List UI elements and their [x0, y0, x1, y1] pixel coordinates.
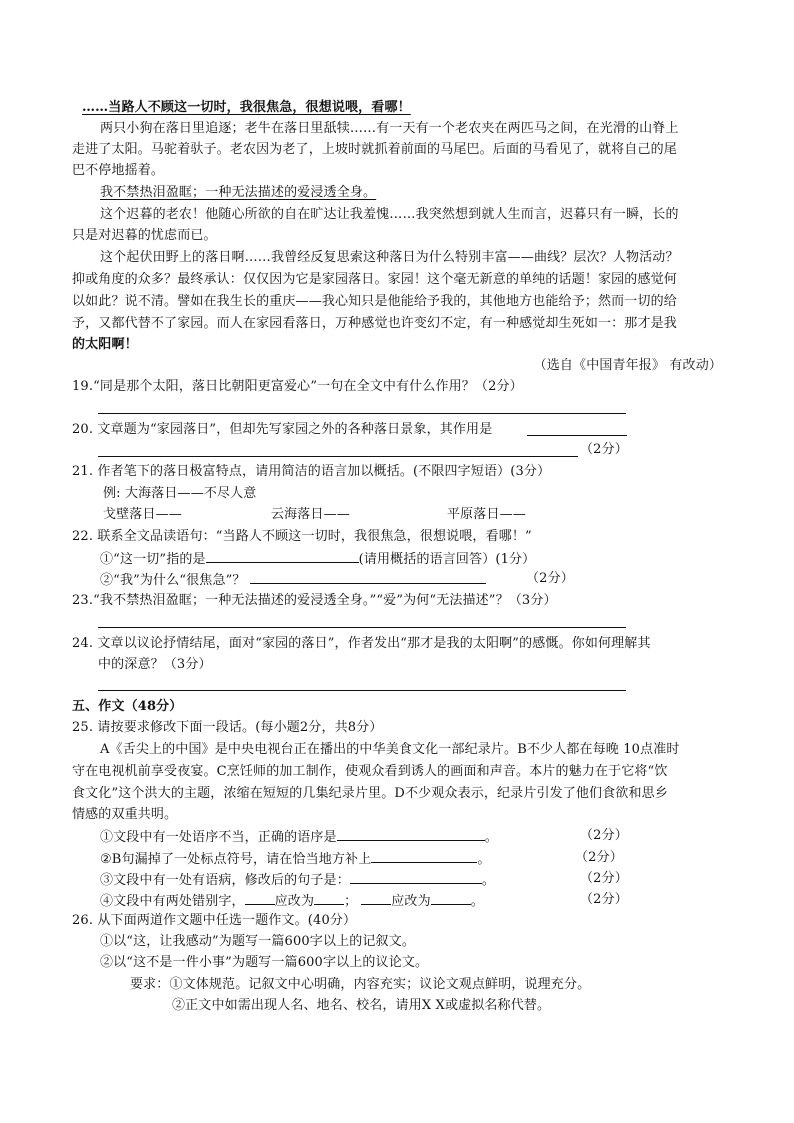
sub-question-1 — [100, 826, 498, 848]
question-25: 25. 请按要求修改下面一段话。(每小题2分，共8分） — [72, 720, 383, 735]
question-22-1-text: ①“这一切”指的是 — [100, 552, 206, 567]
question-24: 24. 文章以议论抒情结尾，面对“家园的落日”，作者发出“那才是我的太阳啊”的感慨。你如何理解其 — [72, 636, 651, 651]
passage-paragraph: 走进了太阳。马驼着驮子。老农因为老了，上坡时就抓着前面的马尾巴。后面的马看见了，就将自己的尾 — [72, 142, 677, 157]
sub-question-2-score: （2分） — [575, 850, 623, 865]
question-22-1-tail: (请用概括的语言回答）(1分） — [358, 552, 536, 567]
sub-question-4-text: 应改为 — [274, 894, 315, 909]
question-21: 21. 作者笔下的落日极富特点，请用简洁的语言加以概括。(不限四字短语）(3分） — [72, 464, 551, 479]
answer-blank[interactable] — [250, 569, 486, 584]
answer-blank[interactable] — [206, 548, 359, 563]
answer-blank[interactable] — [361, 890, 391, 905]
passage-paragraph: 巴不停地摇着。 — [72, 163, 165, 178]
question-19: 19.“同是那个太阳，落日比朝阳更富爱心”一句在全文中有什么作用？（2分） — [72, 379, 523, 394]
answer-line[interactable] — [98, 690, 626, 691]
period: 。 — [484, 830, 498, 845]
passage-quote-line: ……当路人不顾这一切时，我很焦急，很想说喂，看哪！ — [82, 100, 411, 115]
sub-question-4 — [100, 890, 484, 912]
essay-requirement-2: ②正文中如需出现人名、地名、校名，请用X X或虚拟名称代替。 — [172, 998, 551, 1013]
passage-paragraph: 抑或角度的众多？最终承认：仅仅因为它是家园落日。家园！这个毫无新意的单纯的话题！家园的感觉何 — [72, 272, 677, 287]
source-note: （选自《中国青年报》 有改动） — [533, 358, 722, 373]
period: 。 — [477, 852, 491, 867]
period: 。 — [481, 873, 496, 888]
sub-question-2 — [100, 848, 491, 870]
passage-paragraph: 以如此？说不清。譬如在我生长的重庆——我心知只是他能给予我的，其他地方也能给予；然而一切的给 — [72, 294, 677, 309]
answer-line[interactable] — [527, 435, 627, 436]
question-22-1 — [100, 548, 535, 570]
sub-question-4-score: （2分） — [580, 892, 628, 907]
answer-line[interactable] — [98, 456, 578, 457]
period: 。 — [470, 894, 484, 909]
question-22-2-text: ②“我”为什么“很焦急”？ — [100, 573, 246, 588]
question-20: 20. 文章题为“家园落日”，但却先写家园之外的各种落日景象，其作用是 — [72, 422, 493, 437]
sub-question-4-text: ； — [344, 894, 358, 909]
question-20-score: （2分） — [580, 442, 628, 457]
question-25-paragraph: A《舌尖上的中国》是中央电视台正在播出的中华美食文化一部纪录片。B不少人都在每晚 10点准时 — [100, 742, 680, 757]
question-22: 22. 联系全文品读语句：“当路人不顾这一切时，我很焦急，很想说喂，看哪！” — [72, 529, 532, 544]
passage-paragraph: 只是对迟暮的忧虑而已。 — [72, 228, 217, 243]
answer-blank[interactable] — [314, 890, 344, 905]
section-title: 五、作文（48分） — [72, 699, 183, 714]
essay-requirement-1: 要求：①文体规范。记叙文中心明确，内容充实；议论文观点鲜明，说理充分。 — [130, 977, 591, 992]
essay-topic-2: ②以“这不是一件小事”为题写一篇600字以上的议论文。 — [100, 955, 429, 970]
sub-question-3-score: （2分） — [580, 871, 628, 886]
sub-question-3-text: ③文段中有一处有语病，修改后的句子是： — [100, 873, 350, 888]
passage-paragraph: 的太阳啊！ — [72, 337, 138, 352]
essay-topic-1: ①以“这，让我感动”为题写一篇600字以上的记叙文。 — [100, 934, 416, 949]
question-21-example: 例: 大海落日——不尽人意 — [103, 486, 257, 501]
sub-question-1-score: （2分） — [580, 828, 628, 843]
passage-paragraph: 这个迟暮的老农！他随心所欲的自在旷达让我羞愧……我突然想到就人生而言，迟暮只有一瞬，长的 — [100, 207, 679, 222]
sub-question-4-text: 应改为 — [391, 894, 431, 909]
question-22-2 — [100, 569, 486, 591]
passage-underlined-sentence: 我不禁热泪盈眶；一种无法描述的爱浸透全身。 — [100, 185, 377, 200]
passage-paragraph: 两只小狗在落日里追逐；老牛在落日里舐犊……有一天有一个老农夹在两匹马之间，在光滑的山脊上 — [100, 121, 679, 136]
passage-paragraph: 予，又都代替不了家园。而人在家园看落日，万种感觉也许变幻不定，有一种感觉却生死如一：那才是我 — [72, 316, 677, 331]
answer-blank[interactable] — [350, 869, 482, 884]
answer-blank[interactable] — [371, 848, 477, 863]
question-21-blank-c[interactable]: 平原落日—— — [447, 507, 526, 522]
sub-question-1-text: ①文段中有一处语序不当，正确的语序是 — [100, 830, 337, 845]
question-25-paragraph: 食文化”这个洪大的主题，浓缩在短短的几集纪录片里。D不少观众表示，纪录片引发了他们食欲和思乡 — [72, 786, 668, 801]
question-25-paragraph: 守在电视机前享受夜宴。C烹饪师的加工制作，使观众看到诱人的画面和声音。本片的魅力在于它将“饮 — [72, 764, 668, 779]
answer-line[interactable] — [98, 413, 626, 414]
answer-blank[interactable] — [431, 890, 471, 905]
question-23: 23.“我不禁热泪盈眶；一种无法描述的爱浸透全身。”“爱”为何“无法描述”？（3分） — [72, 593, 557, 608]
question-26: 26. 从下面两道作文题中任选一题作文。(40分） — [72, 913, 357, 928]
passage-paragraph: 这个起伏田野上的落日啊……我曾经反复思索这种落日为什么特别丰富——曲线？层次？人物活动？ — [100, 250, 679, 265]
answer-blank[interactable] — [245, 890, 275, 905]
answer-blank[interactable] — [337, 826, 485, 841]
question-21-blank-b[interactable]: 云海落日—— — [271, 507, 350, 522]
question-24-cont: 中的深意？（3分） — [98, 657, 212, 672]
question-22-2-score: （2分） — [526, 571, 574, 586]
answer-line[interactable] — [98, 627, 626, 628]
sub-question-2-text: ②B句漏掉了一处标点符号，请在恰当地方补上 — [100, 852, 372, 867]
sub-question-4-text: ④文段中有两处错别字， — [100, 894, 245, 909]
sub-question-3 — [100, 869, 495, 891]
question-21-blank-a[interactable]: 戈壁落日—— — [103, 507, 182, 522]
question-25-paragraph: 情感的双重共明。 — [72, 807, 178, 822]
